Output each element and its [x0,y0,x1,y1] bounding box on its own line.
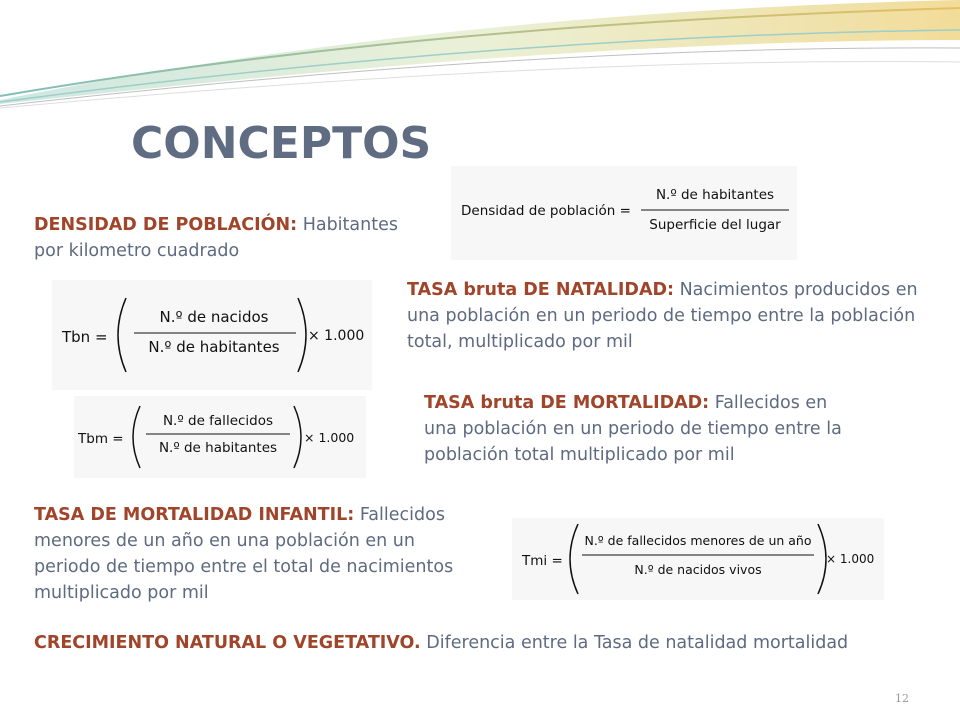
concept-term: TASA bruta DE MORTALIDAD: [424,393,710,413]
right-paren [294,406,301,468]
concept-crecimiento [34,630,934,656]
formula-lhs: Tbm = [78,431,124,447]
formula-lhs: Tbn = [62,328,108,346]
concept-infantil [34,502,474,606]
formula-denominator: Superficie del lugar [649,217,781,233]
formula-densidad [451,166,797,260]
concept-natalidad [407,277,925,355]
slide-title: CONCEPTOS [131,118,432,169]
concept-definition: Diferencia entre la Tasa de natalidad mortalidad [420,633,849,653]
concept-term: TASA DE MORTALIDAD INFANTIL: [34,505,355,525]
formula-denominator: N.º de nacidos vivos [634,562,762,577]
left-paren [570,524,578,594]
formula-numerator: N.º de nacidos [159,308,269,326]
formula-mortalidad [74,396,366,478]
concept-definition: Fallecidos menores de un año en una población en un periodo de tiempo entre el total de nacimientos multiplicado por mil [34,505,454,603]
concept-definition: Fallecidos en una población en un periodo de tiempo entre la población total multiplicado por mil [424,393,842,465]
right-paren [818,524,826,594]
concept-mortalidad [424,390,864,468]
formula-numerator: N.º de fallecidos [162,413,274,429]
formula-lhs: Densidad de población = [461,203,631,219]
formula-lhs: Tmi = [522,553,563,569]
concept-definition: Nacimientos producidos en una población en un periodo de tiempo entre la población total, multiplicado por mil [407,280,918,352]
formula-denominator: N.º de habitantes [148,338,280,356]
formula-numerator: N.º de habitantes [655,187,775,203]
left-paren [133,406,140,468]
formula-denominator: N.º de habitantes [158,440,278,456]
formula-multiplier: × 1.000 [308,328,365,344]
concept-term: TASA bruta DE NATALIDAD: [407,280,675,300]
formula-natalidad [52,280,372,390]
left-paren [118,298,126,372]
page-number: 12 [895,692,909,705]
header-swoosh-decoration [0,0,960,120]
concept-densidad [34,212,424,264]
concept-term: CRECIMIENTO NATURAL O VEGETATIVO. [34,633,421,653]
formula-numerator: N.º de fallecidos menores de un año [584,533,812,548]
concept-term: DENSIDAD DE POBLACIÓN: [34,215,298,235]
right-paren [298,298,306,372]
formula-multiplier: × 1.000 [304,430,355,445]
formula-multiplier: × 1.000 [826,552,875,566]
concept-definition: Habitantes por kilometro cuadrado [34,215,398,261]
formula-infantil [512,518,884,600]
